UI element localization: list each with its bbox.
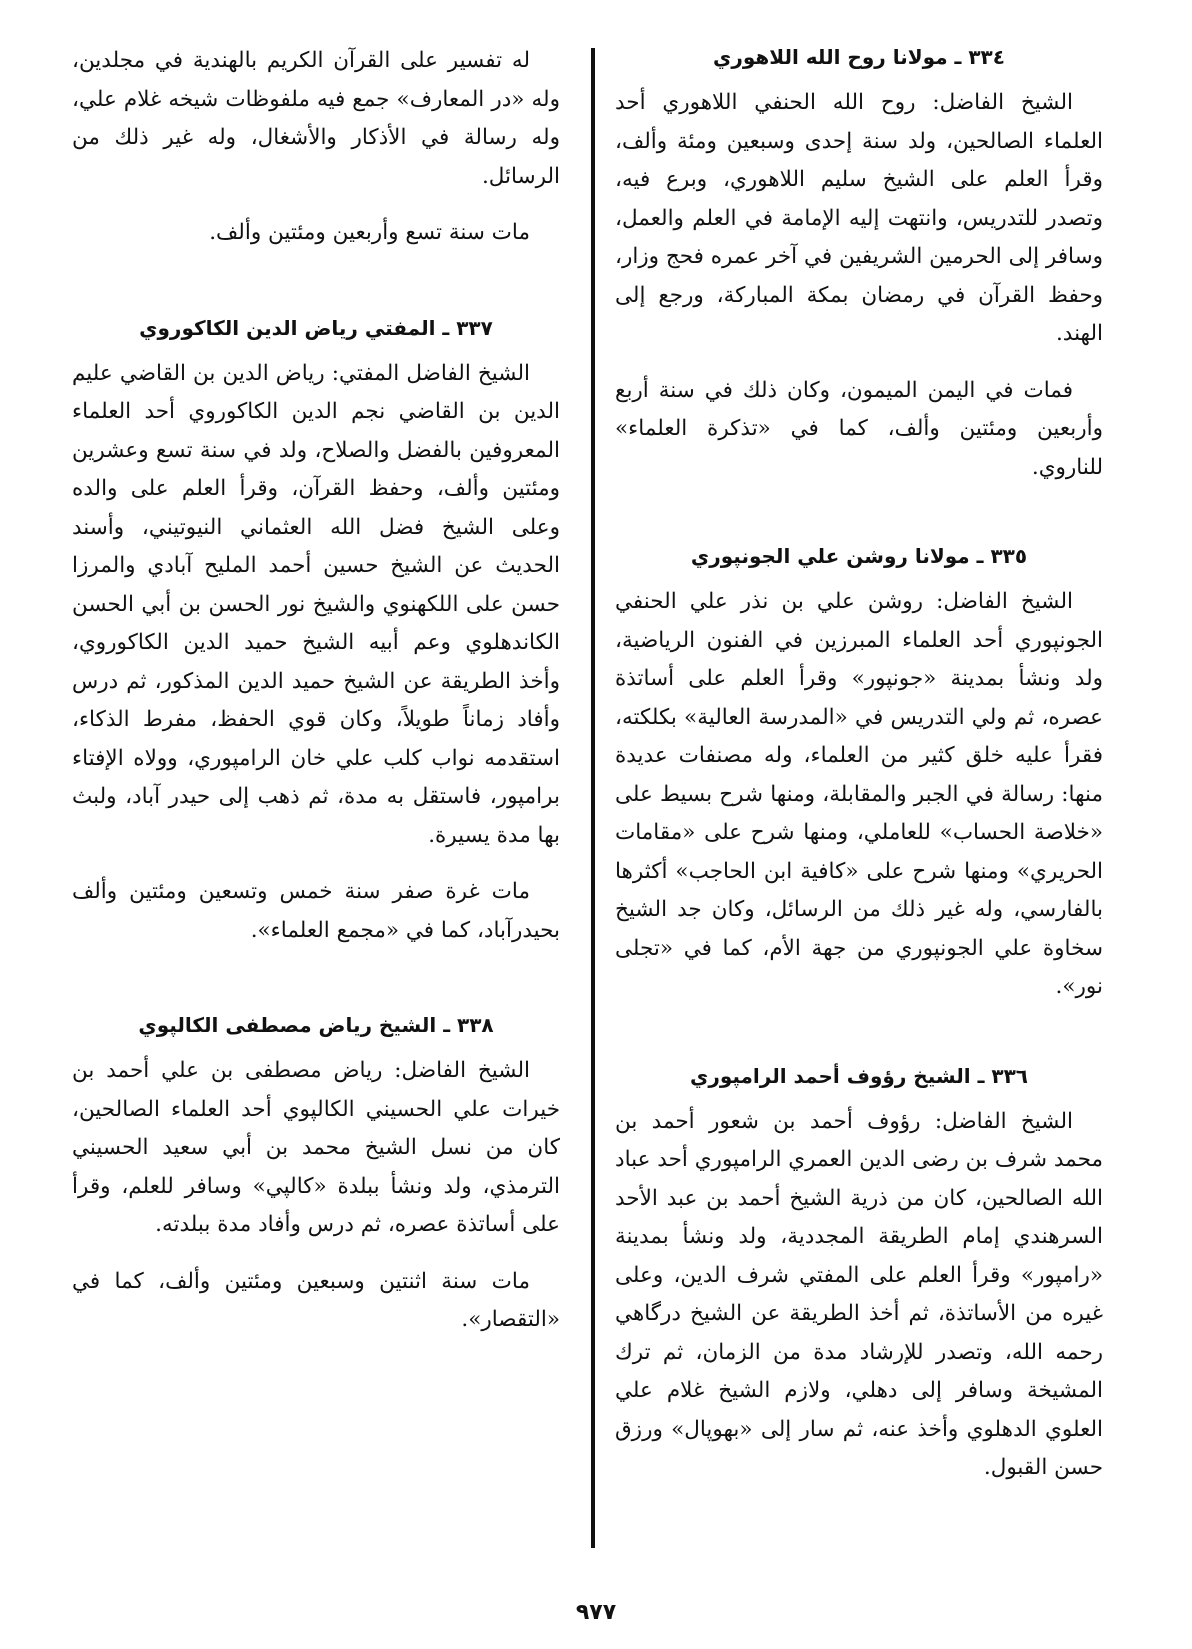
entry-heading: ٣٣٨ ـ الشيخ رياض مصطفى الكالپوي — [138, 1013, 494, 1037]
entry-paragraph: له تفسير على القرآن الكريم بالهندية في مجلدين، وله «در المعارف» جمع فيه ملفوظات شيخه غلام علي، وله رسالة في الأذكار والأشغال، وله غير ذلك من الرسائل. — [72, 48, 560, 189]
left-column — [72, 42, 560, 1340]
column-divider — [591, 48, 595, 1548]
entry-paragraph: الشيخ الفاضل المفتي: رياض الدين بن القاضي عليم الدين بن القاضي نجم الدين الكاكوروي أحد العلماء المعروفين بالفضل والصلاح، ولد في سنة تسع وعشرين ومئتين وألف، وحفظ القرآن، وقرأ العلم على والده وعلى الشيخ فضل الله العثماني النيوتيني، وأسند الحديث عن الشيخ حسين أحمد المليح آبادي والمرزا حسن على اللكهنوي والشيخ نور الحسن بن أبي الحسن الكاندهلوي وعم أبيه الشيخ حميد الدين الكاكوروي، وأخذ الطريقة عن الشيخ حميد الدين المذكور، ثم درس وأفاد زماناً طويلاً، وكان قوي الحفظ، مفرط الذكاء، استقدمه نواب كلب علي خان الرامپوري، وولاه الإفتاء برامپور، فاستقل به مدة، ثم ذهب إلى حيدر آباد، ولبث بها مدة يسيرة. — [72, 360, 560, 848]
entry-338 — [72, 1010, 560, 1340]
entry-paragraph: مات سنة اثنتين وسبعين ومئتين وألف، كما في «التقصار». — [72, 1268, 560, 1332]
entry-paragraph: فمات في اليمن الميمون، وكان ذلك في سنة أربع وأربعين ومئتين وألف، كما في «تذكرة العلماء» للناروي. — [615, 377, 1103, 480]
entry-heading: ٣٣٤ ـ مولانا روح الله اللاهوري — [713, 45, 1005, 69]
entry-heading: ٣٣٥ ـ مولانا روشن علي الجونپوري — [690, 544, 1028, 568]
entry-335 — [615, 541, 1103, 1007]
entry-334 — [615, 42, 1103, 487]
entry-337 — [72, 313, 560, 951]
entry-paragraph: مات غرة صفر سنة خمس وتسعين ومئتين وألف بحيدرآباد، كما في «مجمع العلماء». — [72, 879, 560, 943]
entry-heading: ٣٣٧ ـ المفتي رياض الدين الكاكوروي — [139, 315, 493, 340]
entry-heading: ٣٣٦ ـ الشيخ رؤوف أحمد الرامپوري — [689, 1063, 1028, 1088]
right-column — [615, 42, 1103, 1488]
entry-paragraph: الشيخ الفاضل: رياض مصطفى بن علي أحمد بن خيرات علي الحسيني الكالپوي أحد العلماء الصالحين، كان من نسل الشيخ محمد بن أبي سعيد الحسيني الترمذي، ولد ونشأ ببلدة «كالپي» وسافر للعلم، وقرأ على أساتذة عصره، ثم درس وأفاد مدة ببلدته. — [72, 1058, 560, 1237]
entry-paragraph: الشيخ الفاضل: روح الله الحنفي اللاهوري أحد العلماء الصالحين، ولد سنة إحدى وسبعين ومئة وألف، وقرأ العلم على الشيخ سليم اللاهوري، وبرع فيه، وتصدر للتدريس، وانتهت إليه الإمامة في العلم والعمل، وسافر إلى الحرمين الشريفين في آخر عمره فحج وزار، وحفظ القرآن في رمضان بمكة المباركة، ورجع إلى الهند. — [615, 90, 1103, 346]
entry-paragraph: الشيخ الفاضل: رؤوف أحمد بن شعور أحمد بن محمد شرف بن رضى الدين العمري الرامپوري أحد عباد الله الصالحين، كان من ذرية الشيخ أحمد بن عبد الأحد السرهندي إمام الطريقة المجددية، ولد ونشأ بمدينة «رامپور» وقرأ العلم على المفتي شرف الدين، وعلى غيره من الأساتذة، ثم أخذ الطريقة عن الشيخ درگاهي رحمه الله، وتصدر للإرشاد مدة من الزمان، ثم ترك المشيخة وسافر إلى دهلي، ولازم الشيخ غلام علي العلوي الدهلوي وأخذ عنه، ثم سار إلى «بهوپال» ورزق حسن القبول. — [615, 1108, 1103, 1480]
entry-336 — [615, 1061, 1103, 1488]
entry-paragraph: الشيخ الفاضل: روشن علي بن نذر علي الحنفي الجونپوري أحد العلماء المبرزين في الفنون الرياضية، ولد ونشأ بمدينة «جونپور» وقرأ العلم على أساتذة عصره، ثم ولي التدريس في «المدرسة العالية» بكلكته، فقرأ عليه خلق كثير من العلماء، وله مصنفات عديدة منها: رسالة في الجبر والمقابلة، ومنها شرح بسيط على «خلاصة الحساب» للعاملي، ومنها شرح على «مقامات الحريري» ومنها شرح على «كافية ابن الحاجب» أكثرها بالفارسي، وله غير ذلك من الرسائل، وكان جد الشيخ سخاوة علي الجونپوري من جهة الأم، كما في «تجلى نور». — [615, 589, 1103, 999]
page-number: ٩٧٧ — [575, 1600, 617, 1625]
entry-336-continuation — [72, 42, 560, 253]
entry-paragraph: مات سنة تسع وأربعين ومئتين وألف. — [209, 220, 530, 245]
